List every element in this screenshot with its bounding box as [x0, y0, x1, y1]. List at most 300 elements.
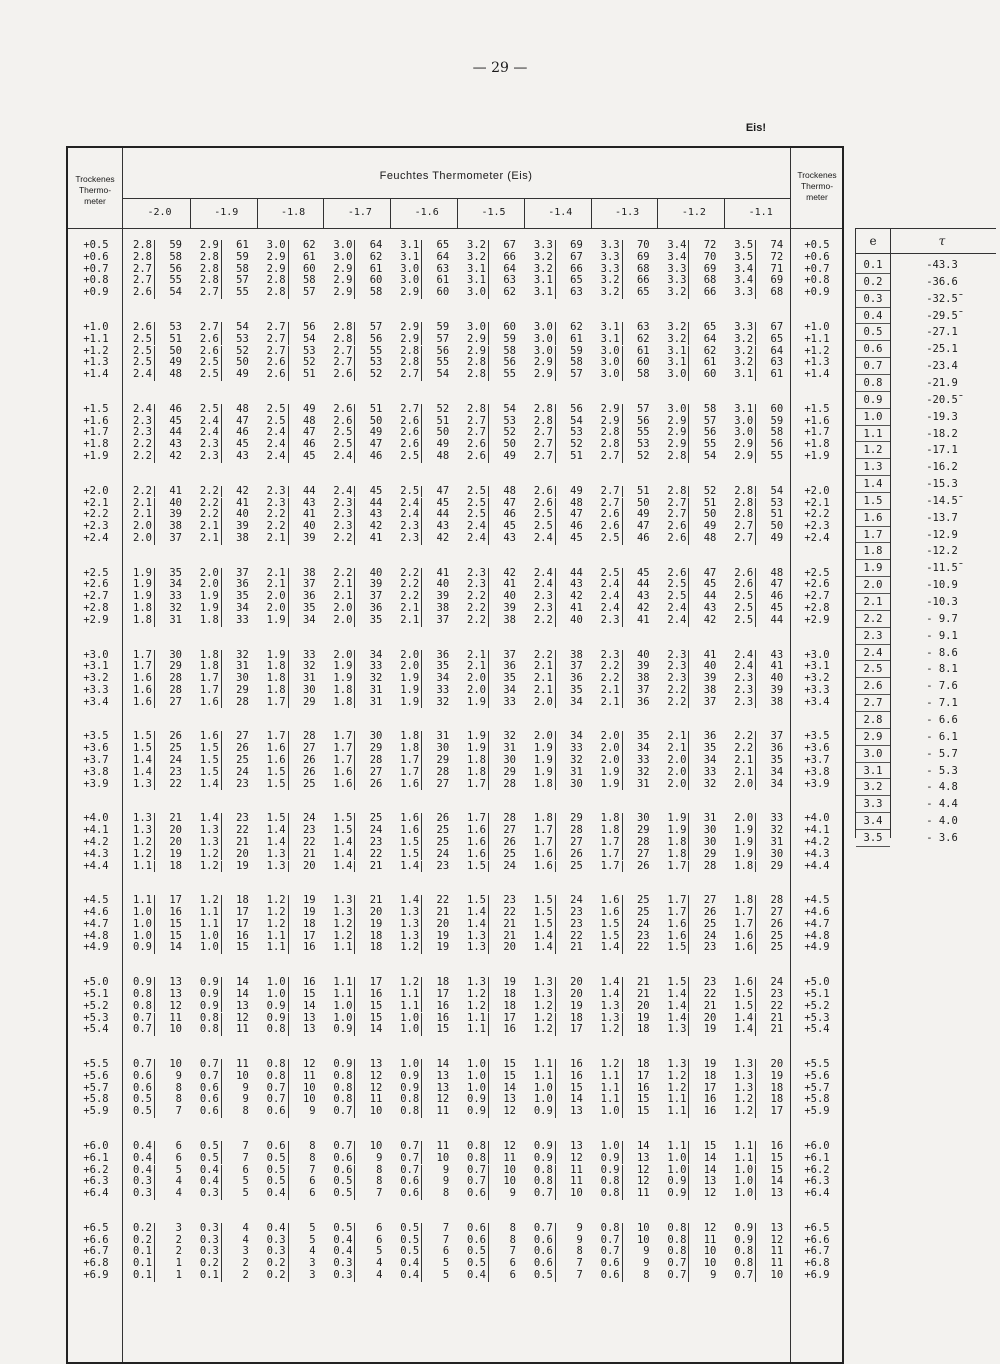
dry-bulb-label-left: +1.3 — [83, 356, 109, 369]
relative-humidity-value: 6 — [288, 1188, 316, 1200]
vapor-pressure-value: 3.1 — [600, 332, 620, 345]
relative-humidity-value: 16 — [421, 1001, 449, 1013]
vapor-pressure-value: 2.9 — [600, 402, 620, 415]
table-cell — [596, 1141, 650, 1153]
table-cell — [195, 1223, 249, 1235]
relative-humidity-value: 10 — [154, 1059, 182, 1071]
relative-humidity-value: 25 — [555, 861, 583, 873]
table-cell — [729, 322, 783, 334]
table-cell — [262, 334, 316, 346]
vapor-pressure-value: 1.2 — [533, 999, 553, 1012]
table-cell — [195, 533, 249, 545]
vapor-pressure-value: 1.3 — [400, 929, 420, 942]
vapor-pressure-value: 1.5 — [667, 976, 687, 989]
vapor-pressure-value: 1.5 — [533, 917, 553, 930]
vapor-pressure-value: 2.1 — [400, 613, 420, 626]
table-cell — [328, 533, 382, 545]
dry-bulb-label-right: +1.2 — [804, 344, 830, 357]
table-cell — [328, 861, 382, 873]
table-cell — [328, 603, 382, 615]
relative-humidity-value: 27 — [221, 731, 249, 743]
table-cell — [529, 919, 583, 931]
table-cell — [195, 1188, 249, 1200]
table-cell — [195, 1153, 249, 1165]
relative-humidity-value: 19 — [622, 1013, 650, 1025]
relative-humidity-value: 49 — [221, 369, 249, 381]
relative-humidity-value: 20 — [755, 1059, 783, 1071]
table-cell — [328, 907, 382, 919]
vapor-pressure-value: 1.9 — [734, 847, 754, 860]
relative-humidity-value: 29 — [221, 685, 249, 697]
table-cell — [729, 1071, 783, 1083]
vapor-pressure-value: 0.9 — [533, 1105, 553, 1118]
relative-humidity-value: 38 — [755, 697, 783, 709]
table-cell — [328, 1106, 382, 1118]
relative-humidity-value: 18 — [354, 931, 382, 943]
side-tau-value: -20.5̄ — [926, 393, 958, 406]
vapor-pressure-value: 1.2 — [600, 1058, 620, 1070]
page-number: — 29 — — [472, 60, 528, 76]
relative-humidity-value: 36 — [288, 591, 316, 603]
table-cell — [596, 1024, 650, 1036]
relative-humidity-value: 32 — [288, 661, 316, 673]
table-cell — [529, 1024, 583, 1036]
table-cell — [262, 767, 316, 779]
relative-humidity-value: 9 — [221, 1094, 249, 1106]
relative-humidity-value: 33 — [755, 813, 783, 825]
relative-humidity-value: 61 — [688, 357, 716, 369]
relative-humidity-value: 21 — [488, 919, 516, 931]
relative-humidity-value: 17 — [154, 895, 182, 907]
relative-humidity-value: 23 — [421, 861, 449, 873]
relative-humidity-value: 29 — [555, 813, 583, 825]
relative-humidity-value: 21 — [354, 895, 382, 907]
vapor-pressure-value: 2.6 — [133, 320, 152, 333]
table-cell — [328, 615, 382, 627]
table-cell — [529, 603, 583, 615]
relative-humidity-value: 32 — [488, 731, 516, 743]
vapor-pressure-value: 1.8 — [266, 683, 286, 696]
vapor-pressure-value: 2.5 — [600, 566, 620, 579]
relative-humidity-value: 54 — [488, 404, 516, 416]
vapor-pressure-value: 2.0 — [467, 683, 486, 696]
vapor-pressure-value: 3.1 — [467, 262, 486, 275]
relative-humidity-value: 56 — [288, 322, 316, 334]
dry-bulb-label-right: +1.3 — [804, 356, 830, 369]
relative-humidity-value: 64 — [354, 240, 382, 252]
relative-humidity-value: 9 — [488, 1188, 516, 1200]
vapor-pressure-value: 1.4 — [266, 824, 286, 837]
relative-humidity-value: 11 — [288, 1071, 316, 1083]
vapor-pressure-value: 0.5 — [467, 1245, 486, 1258]
table-cell — [128, 334, 182, 346]
relative-humidity-value: 32 — [622, 767, 650, 779]
vapor-pressure-value: 1.0 — [734, 1163, 754, 1176]
vapor-pressure-value: 2.1 — [467, 648, 486, 661]
vapor-pressure-value: 2.2 — [133, 484, 152, 497]
table-cell — [462, 615, 516, 627]
vapor-pressure-value: 2.9 — [266, 262, 286, 275]
vapor-pressure-value: 1.8 — [600, 812, 620, 825]
vapor-pressure-value: 1.3 — [266, 847, 286, 860]
relative-humidity-value: 26 — [622, 861, 650, 873]
table-cell — [529, 451, 583, 463]
side-tau-value: -14.5̄ — [926, 494, 958, 507]
table-cell — [729, 1024, 783, 1036]
relative-humidity-value: 55 — [755, 451, 783, 463]
table-cell — [662, 404, 716, 416]
vapor-pressure-value: 1.3 — [600, 1011, 620, 1024]
vapor-pressure-value: 1.5 — [199, 765, 219, 778]
dry-bulb-label-right: +4.1 — [804, 824, 830, 837]
table-cell — [729, 1223, 783, 1235]
relative-humidity-value: 6 — [154, 1153, 182, 1165]
relative-humidity-value: 48 — [555, 498, 583, 510]
relative-humidity-value: 15 — [755, 1165, 783, 1177]
vapor-pressure-value: 2.3 — [600, 648, 620, 661]
relative-humidity-value: 19 — [488, 977, 516, 989]
vapor-pressure-value: 0.8 — [734, 1257, 754, 1270]
vapor-pressure-value: 1.5 — [400, 835, 420, 848]
vapor-pressure-value: 2.6 — [600, 508, 620, 521]
side-tau-value: -36.6 — [926, 275, 958, 288]
vapor-pressure-value: 0.7 — [266, 1093, 286, 1106]
vapor-pressure-value: 1.7 — [333, 742, 353, 755]
side-tau-value: -18.2 — [926, 427, 958, 440]
table-cell — [128, 1270, 182, 1282]
dry-bulb-label-left: +5.6 — [83, 1069, 109, 1082]
vapor-pressure-value: 1.7 — [199, 672, 219, 685]
relative-humidity-value: 34 — [555, 731, 583, 743]
table-cell — [328, 1024, 382, 1036]
table-cell — [328, 240, 382, 252]
vapor-pressure-value: 1.9 — [667, 824, 687, 837]
dry-bulb-label-left: +2.9 — [83, 613, 109, 626]
table-cell — [328, 1223, 382, 1235]
table-cell — [462, 861, 516, 873]
relative-humidity-value: 55 — [154, 275, 182, 287]
relative-humidity-value: 36 — [622, 697, 650, 709]
relative-humidity-value: 35 — [755, 755, 783, 767]
relative-humidity-value: 42 — [688, 615, 716, 627]
vapor-pressure-value: 1.1 — [467, 1023, 486, 1036]
relative-humidity-value: 31 — [622, 779, 650, 791]
dry-bulb-label-left: +6.6 — [83, 1233, 109, 1246]
vapor-pressure-value: 1.3 — [467, 941, 486, 954]
relative-humidity-value: 45 — [488, 521, 516, 533]
column-header-divider — [457, 198, 458, 228]
side-tau-value: -13.7 — [926, 511, 958, 524]
relative-humidity-value: 17 — [688, 1083, 716, 1095]
relative-humidity-value: 15 — [555, 1083, 583, 1095]
column-header-divider — [323, 198, 324, 228]
vapor-pressure-value: 1.4 — [333, 847, 353, 860]
vapor-pressure-value: 2.3 — [467, 578, 486, 591]
vapor-pressure-value: 2.8 — [199, 274, 219, 287]
relative-humidity-value: 59 — [755, 416, 783, 428]
table-cell — [262, 1106, 316, 1118]
vapor-pressure-value: 1.9 — [133, 578, 152, 591]
table-cell — [662, 837, 716, 849]
table-cell — [128, 451, 182, 463]
side-tau-value: - 7.6 — [926, 680, 958, 693]
vapor-pressure-value: 2.6 — [734, 566, 754, 579]
dry-bulb-label-left: +3.6 — [83, 742, 109, 755]
table-cell — [395, 451, 449, 463]
vapor-pressure-value: 2.5 — [734, 613, 754, 626]
vapor-pressure-value: 1.8 — [266, 660, 286, 673]
table-cell — [596, 1270, 650, 1282]
relative-humidity-value: 30 — [555, 779, 583, 791]
side-tau-value: -10.9 — [926, 579, 958, 592]
table-cell — [462, 1141, 516, 1153]
relative-humidity-value: 69 — [688, 264, 716, 276]
relative-humidity-value: 8 — [622, 1270, 650, 1282]
relative-humidity-value: 9 — [421, 1165, 449, 1177]
relative-humidity-value: 54 — [421, 369, 449, 381]
table-cell — [128, 837, 182, 849]
vapor-pressure-value: 1.0 — [133, 917, 152, 930]
vapor-pressure-value: 1.1 — [400, 987, 420, 1000]
dry-bulb-label-right: +1.6 — [804, 414, 830, 427]
relative-humidity-value: 50 — [221, 357, 249, 369]
relative-humidity-value: 17 — [555, 1024, 583, 1036]
relative-humidity-value: 18 — [555, 1013, 583, 1025]
wet-bulb-column-header: -1.7 — [347, 207, 372, 218]
vapor-pressure-value: 2.3 — [533, 590, 553, 603]
relative-humidity-value: 10 — [488, 1165, 516, 1177]
relative-humidity-value: 15 — [622, 1094, 650, 1106]
vapor-pressure-value: 2.2 — [667, 683, 687, 696]
relative-humidity-value: 14 — [622, 1141, 650, 1153]
relative-humidity-value: 15 — [688, 1141, 716, 1153]
vapor-pressure-value: 1.7 — [133, 648, 152, 661]
relative-humidity-value: 28 — [488, 779, 516, 791]
vapor-pressure-value: 2.2 — [199, 484, 219, 497]
vapor-pressure-value: 2.7 — [467, 414, 486, 427]
relative-humidity-value: 11 — [755, 1258, 783, 1270]
vapor-pressure-value: 0.2 — [199, 1257, 219, 1270]
vapor-pressure-value: 1.9 — [199, 590, 219, 603]
vapor-pressure-value: 1.6 — [467, 847, 486, 860]
table-cell — [395, 615, 449, 627]
table-cell — [195, 942, 249, 954]
vapor-pressure-value: 2.8 — [600, 426, 620, 439]
table-cell — [596, 989, 650, 1001]
side-e-value: 2.5 — [863, 663, 883, 676]
vapor-pressure-value: 2.7 — [400, 402, 420, 415]
table-cell — [462, 486, 516, 498]
vapor-pressure-value: 3.1 — [734, 368, 754, 381]
relative-humidity-value: 19 — [421, 942, 449, 954]
table-cell — [729, 1059, 783, 1071]
vapor-pressure-value: 1.4 — [333, 859, 353, 872]
vapor-pressure-value: 0.6 — [133, 1069, 152, 1082]
vapor-pressure-value: 1.7 — [734, 917, 754, 930]
table-cell — [596, 334, 650, 346]
relative-humidity-value: 46 — [488, 509, 516, 521]
vapor-pressure-value: 2.6 — [133, 286, 152, 299]
relative-humidity-value: 18 — [354, 942, 382, 954]
table-cell — [596, 451, 650, 463]
relative-humidity-value: 24 — [622, 919, 650, 931]
relative-humidity-value: 54 — [688, 451, 716, 463]
dry-bulb-label-left: +3.0 — [83, 648, 109, 661]
dry-bulb-label-left: +1.7 — [83, 426, 109, 439]
vapor-pressure-value: 2.1 — [533, 672, 553, 685]
vapor-pressure-value: 1.6 — [734, 976, 754, 989]
relative-humidity-value: 5 — [288, 1235, 316, 1247]
vapor-pressure-value: 1.2 — [400, 976, 420, 989]
relative-humidity-value: 47 — [688, 568, 716, 580]
vapor-pressure-value: 1.2 — [667, 1081, 687, 1094]
vapor-pressure-value: 2.8 — [199, 262, 219, 275]
vapor-pressure-value: 1.2 — [199, 894, 219, 907]
vapor-pressure-value: 2.6 — [667, 520, 687, 533]
relative-humidity-value: 69 — [555, 240, 583, 252]
table-cell — [729, 755, 783, 767]
vapor-pressure-value: 0.7 — [533, 1187, 553, 1200]
vapor-pressure-value: 2.2 — [199, 508, 219, 521]
relative-humidity-value: 39 — [354, 579, 382, 591]
relative-humidity-value: 44 — [755, 615, 783, 627]
relative-humidity-value: 59 — [154, 240, 182, 252]
table-cell — [328, 369, 382, 381]
vapor-pressure-value: 3.5 — [734, 239, 754, 251]
vapor-pressure-value: 2.2 — [467, 590, 486, 603]
vapor-pressure-value: 2.4 — [533, 566, 553, 579]
vapor-pressure-value: 1.8 — [667, 835, 687, 848]
table-cell — [596, 942, 650, 954]
vapor-pressure-value: 0.8 — [667, 1233, 687, 1246]
dry-bulb-label-right: +2.4 — [804, 531, 830, 544]
relative-humidity-value: 22 — [622, 942, 650, 954]
dry-bulb-label-right: +5.3 — [804, 1011, 830, 1024]
relative-humidity-value: 25 — [421, 825, 449, 837]
vapor-pressure-value: 1.9 — [533, 765, 553, 778]
table-cell — [729, 989, 783, 1001]
vapor-pressure-value: 0.7 — [133, 1011, 152, 1024]
vapor-pressure-value: 0.9 — [400, 1069, 420, 1082]
vapor-pressure-value: 2.6 — [667, 531, 687, 544]
vapor-pressure-value: 0.5 — [400, 1245, 420, 1258]
relative-humidity-value: 56 — [622, 416, 650, 428]
relative-humidity-value: 24 — [288, 813, 316, 825]
vapor-pressure-value: 2.7 — [533, 438, 553, 451]
side-e-value: 0.6 — [863, 343, 883, 356]
relative-humidity-value: 44 — [154, 427, 182, 439]
vapor-pressure-value: 2.0 — [400, 660, 420, 673]
relative-humidity-value: 35 — [154, 568, 182, 580]
dry-bulb-label-left: +4.8 — [83, 929, 109, 942]
dry-bulb-label-right: +5.5 — [804, 1058, 830, 1070]
vapor-pressure-value: 2.7 — [533, 450, 553, 462]
vapor-pressure-value: 1.3 — [533, 976, 553, 989]
relative-humidity-value: 38 — [555, 650, 583, 662]
vapor-pressure-value: 2.4 — [600, 590, 620, 603]
table-cell — [596, 1071, 650, 1083]
relative-humidity-value: 40 — [488, 591, 516, 603]
vapor-pressure-value: 2.5 — [400, 450, 420, 462]
vapor-pressure-value: 2.2 — [467, 613, 486, 626]
table-cell — [395, 861, 449, 873]
relative-humidity-value: 13 — [288, 1024, 316, 1036]
wet-bulb-column-header: -1.4 — [548, 207, 573, 218]
dry-bulb-label-left: +1.9 — [83, 450, 109, 462]
vapor-pressure-value: 2.5 — [533, 520, 553, 533]
table-cell — [262, 942, 316, 954]
relative-humidity-value: 29 — [488, 767, 516, 779]
vapor-pressure-value: 1.4 — [467, 906, 486, 918]
relative-humidity-value: 23 — [688, 942, 716, 954]
vapor-pressure-value: 2.2 — [400, 566, 420, 579]
table-cell — [529, 767, 583, 779]
relative-humidity-value: 53 — [288, 346, 316, 358]
table-cell — [195, 322, 249, 334]
dry-bulb-label-left: +4.5 — [83, 894, 109, 907]
table-cell — [462, 907, 516, 919]
vapor-pressure-value: 2.5 — [467, 496, 486, 509]
vapor-pressure-value: 1.7 — [333, 754, 353, 766]
vapor-pressure-value: 1.1 — [133, 859, 152, 872]
relative-humidity-value: 57 — [288, 287, 316, 299]
table-cell — [529, 1071, 583, 1083]
table-cell — [529, 1059, 583, 1071]
side-e-value: 2.0 — [863, 579, 883, 592]
vapor-pressure-value: 2.5 — [467, 484, 486, 497]
relative-humidity-value: 12 — [421, 1094, 449, 1106]
vapor-pressure-value: 1.2 — [199, 859, 219, 872]
relative-humidity-value: 20 — [354, 907, 382, 919]
vapor-pressure-value: 1.2 — [199, 847, 219, 860]
vapor-pressure-value: 2.7 — [266, 332, 286, 345]
dry-bulb-label-right: +1.5 — [804, 402, 830, 415]
relative-humidity-value: 19 — [288, 907, 316, 919]
relative-humidity-value: 35 — [288, 603, 316, 615]
vapor-pressure-value: 2.5 — [333, 426, 353, 439]
vapor-pressure-value: 2.1 — [133, 508, 152, 521]
vapor-pressure-value: 1.4 — [533, 929, 553, 942]
vapor-pressure-value: 1.6 — [266, 754, 286, 766]
table-cell — [729, 486, 783, 498]
relative-humidity-value: 32 — [555, 755, 583, 767]
relative-humidity-value: 54 — [755, 486, 783, 498]
relative-humidity-value: 69 — [755, 275, 783, 287]
table-cell — [195, 252, 249, 264]
relative-humidity-value: 35 — [354, 615, 382, 627]
relative-humidity-value: 60 — [288, 264, 316, 276]
relative-humidity-value: 6 — [288, 1176, 316, 1188]
relative-humidity-value: 4 — [221, 1235, 249, 1247]
dry-bulb-label-left: +5.7 — [83, 1081, 109, 1094]
relative-humidity-value: 21 — [421, 907, 449, 919]
vapor-pressure-value: 2.9 — [734, 438, 754, 451]
relative-humidity-value: 23 — [221, 813, 249, 825]
table-cell — [395, 919, 449, 931]
relative-humidity-value: 23 — [622, 931, 650, 943]
relative-humidity-value: 29 — [622, 825, 650, 837]
vapor-pressure-value: 2.3 — [734, 672, 754, 685]
vapor-pressure-value: 0.8 — [400, 1105, 420, 1118]
relative-humidity-value: 36 — [688, 731, 716, 743]
vapor-pressure-value: 2.8 — [400, 356, 420, 369]
relative-humidity-value: 39 — [488, 603, 516, 615]
table-cell — [596, 1153, 650, 1165]
side-column-divider — [890, 229, 891, 838]
vapor-pressure-value: 0.9 — [533, 1139, 553, 1152]
relative-humidity-value: 32 — [221, 650, 249, 662]
relative-humidity-value: 59 — [221, 252, 249, 264]
